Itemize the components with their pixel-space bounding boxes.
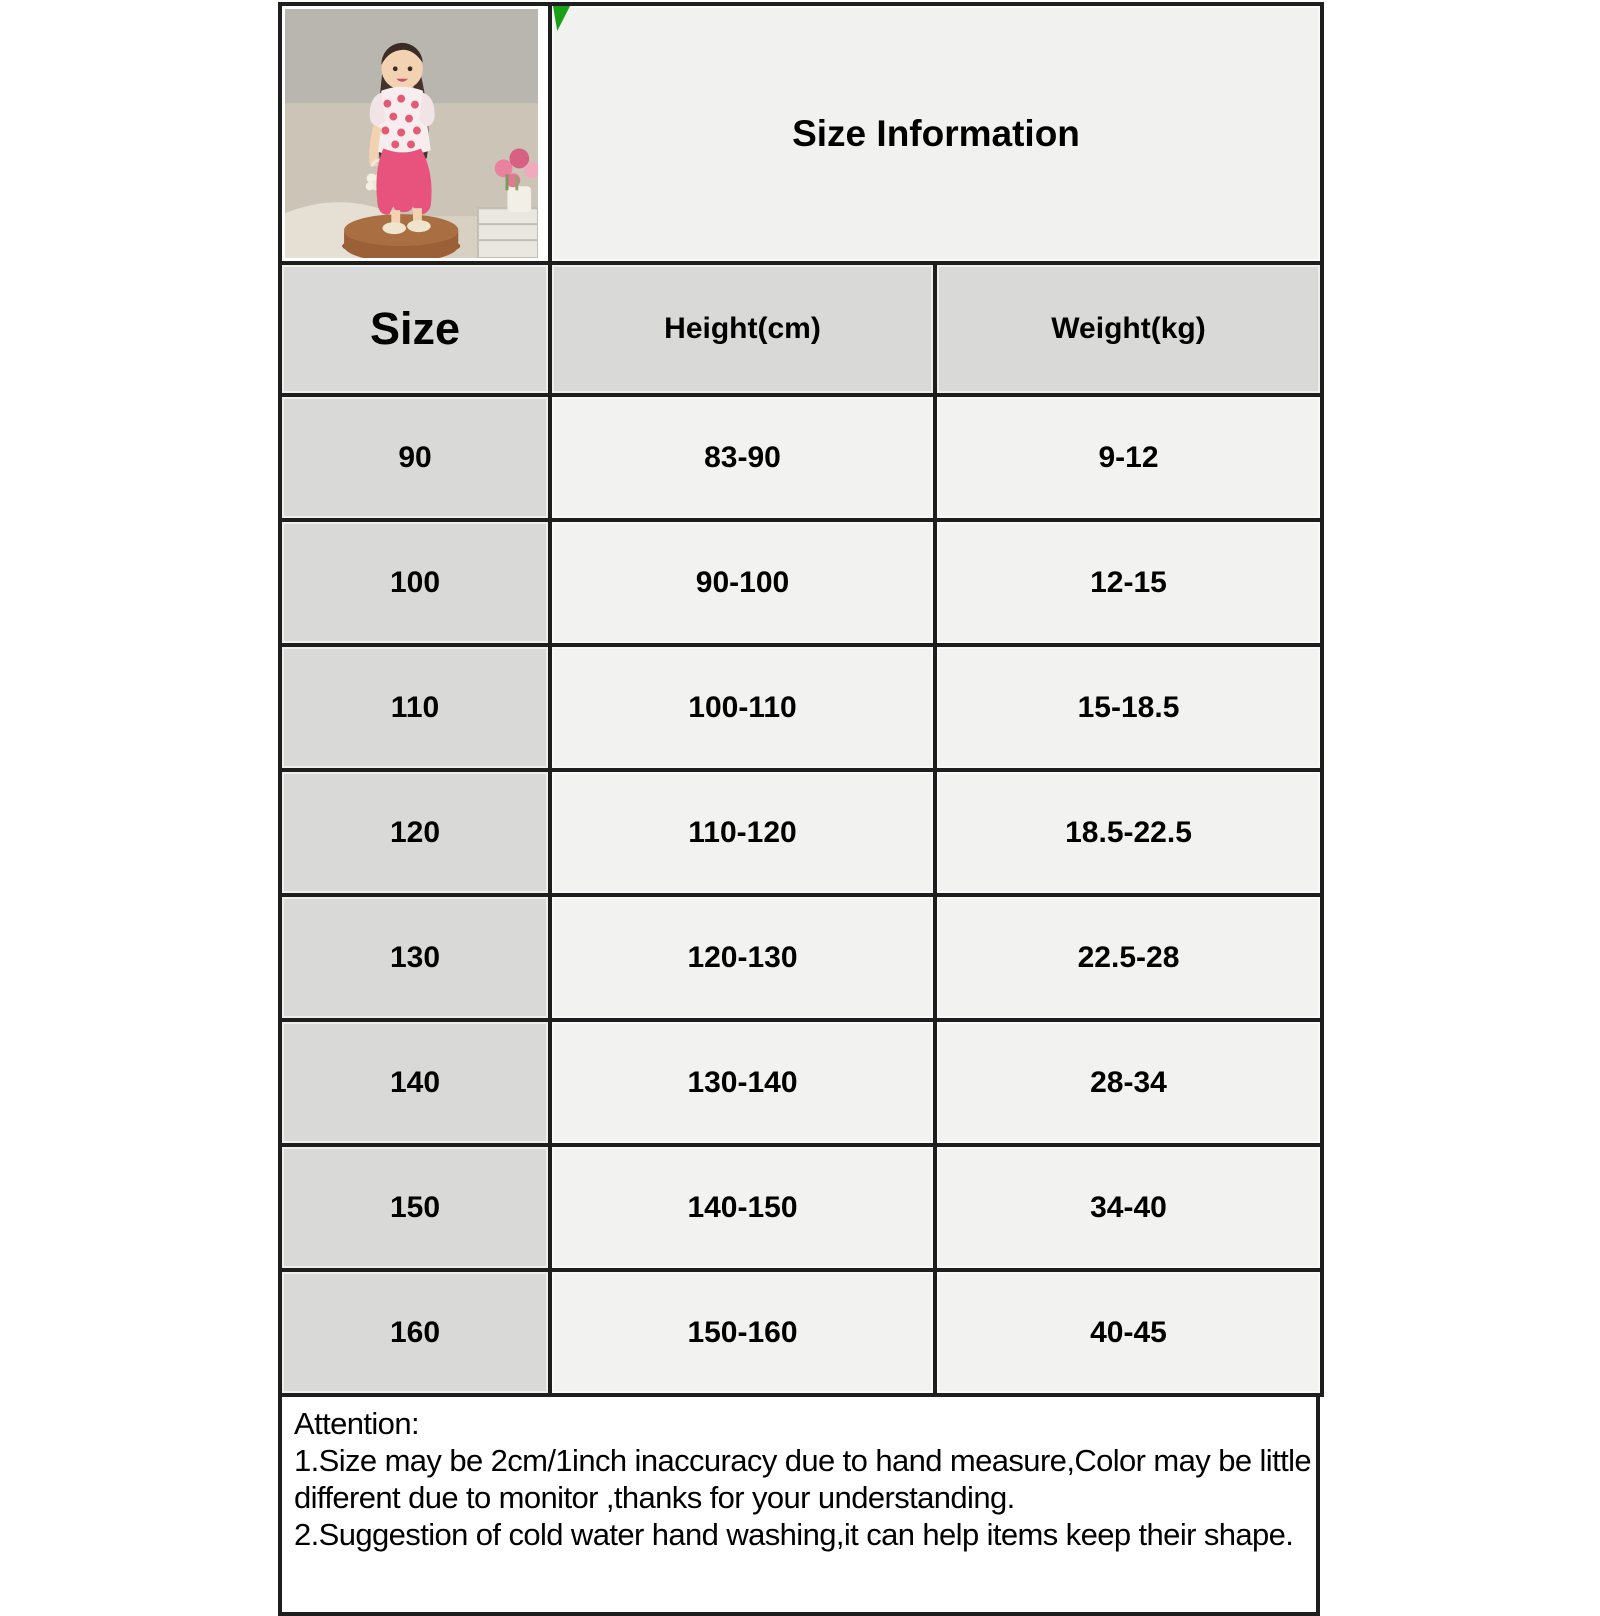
height-cell: 120-130 [550,895,935,1020]
title-cell [550,4,1322,263]
size-cell: 130 [280,895,550,1020]
height-cell: 90-100 [550,520,935,645]
weight-cell: 9-12 [935,395,1322,520]
table-row [280,645,1322,770]
height-cell: 150-160 [550,1270,935,1395]
size-cell: 140 [280,1020,550,1145]
attention-box [278,1393,1320,1616]
size-cell: 120 [280,770,550,895]
weight-cell: 22.5-28 [935,895,1322,1020]
table-header-row [280,263,1322,395]
size-cell: 150 [280,1145,550,1270]
size-cell: 160 [280,1270,550,1395]
height-cell: 140-150 [550,1145,935,1270]
column-header-height: Height(cm) [550,263,935,395]
attention-note-line: different due to monitor ,thanks for your understanding. [294,1480,1015,1515]
table-row [280,520,1322,645]
table-row [280,1020,1322,1145]
table-row [280,895,1322,1020]
size-cell: 110 [280,645,550,770]
page-title: Size Information [792,112,1080,154]
weight-cell: 34-40 [935,1145,1322,1270]
table-row [280,1145,1322,1270]
attention-note-line: 2.Suggestion of cold water hand washing,it can help items keep their shape. [294,1517,1294,1552]
green-corner-marker-icon [553,6,570,31]
product-photo [280,4,550,263]
table-row [280,1270,1322,1395]
child-model-photo-illustration [285,9,538,258]
table-row [280,770,1322,895]
height-cell: 83-90 [550,395,935,520]
photo-title-row [280,4,1322,263]
column-header-weight: Weight(kg) [935,263,1322,395]
height-cell: 130-140 [550,1020,935,1145]
weight-cell: 15-18.5 [935,645,1322,770]
size-cell: 100 [280,520,550,645]
weight-cell: 28-34 [935,1020,1322,1145]
size-table [278,2,1324,1397]
column-header-size: Size [280,263,550,395]
weight-cell: 12-15 [935,520,1322,645]
height-cell: 110-120 [550,770,935,895]
height-cell: 100-110 [550,645,935,770]
weight-cell: 18.5-22.5 [935,770,1322,895]
weight-cell: 40-45 [935,1270,1322,1395]
attention-note-line: 1.Size may be 2cm/1inch inaccuracy due to hand measure,Color may be little [294,1443,1312,1478]
size-cell: 90 [280,395,550,520]
attention-heading: Attention: [294,1406,419,1441]
size-chart-sheet [278,2,1320,1616]
table-row [280,395,1322,520]
